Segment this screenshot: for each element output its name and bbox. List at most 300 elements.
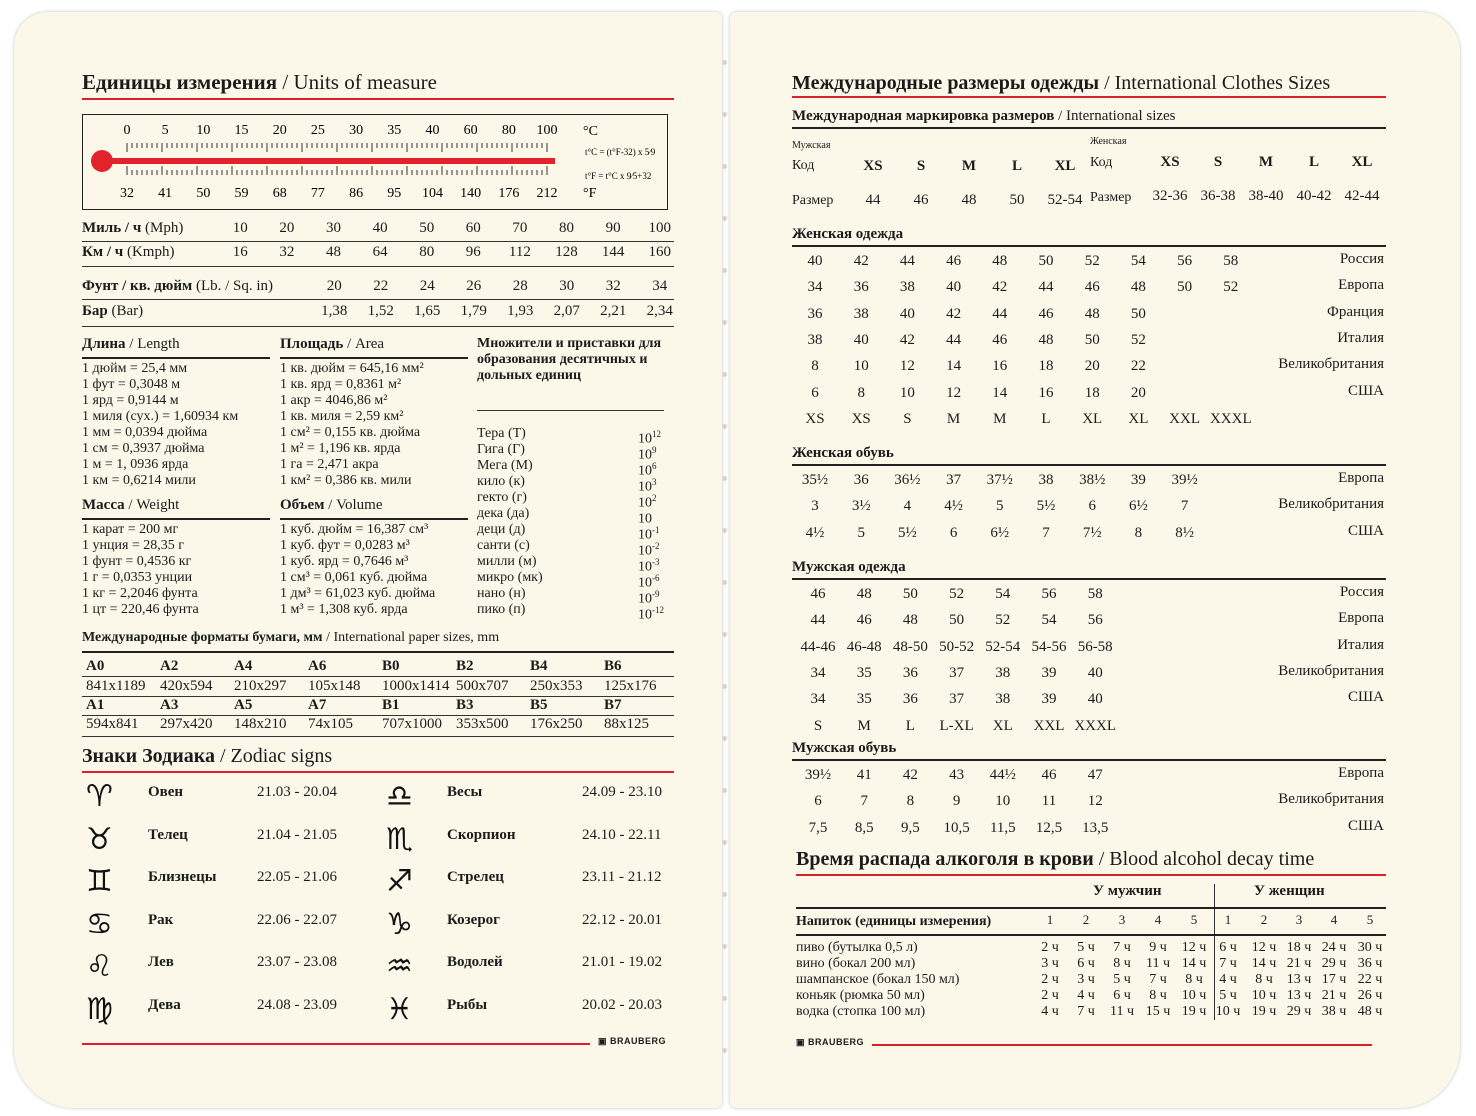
paper-cell: B3 (456, 697, 474, 713)
mph-row-value: 70 (512, 220, 528, 236)
women_clothes-cell: 40 (899, 305, 915, 322)
men_clothes-cell: L (905, 717, 915, 734)
alcohol-rule-mid (796, 934, 1386, 936)
psi-row-label-unit: (Lb. / Sq. in) (195, 278, 274, 294)
prefix-exponent: -12 (652, 605, 664, 615)
fahrenheit-tick-label: 68 (272, 186, 287, 201)
men-time: 3 ч (1077, 972, 1095, 987)
men-col: 1 (1046, 912, 1054, 927)
prefix-exponent: -3 (652, 557, 660, 567)
women-code: XL (1351, 154, 1373, 170)
women_clothes-cell: 40 (946, 279, 962, 296)
men_clothes-cell: 54 (1041, 612, 1057, 629)
men-code: L (1011, 158, 1022, 174)
women_shoes-cell: 4½ (805, 524, 825, 541)
zodiac-name: Близнецы (148, 869, 217, 886)
intl-heading (792, 108, 1176, 125)
zodiac-name: Рыбы (447, 997, 488, 1013)
women_clothes-cell: 36 (853, 279, 869, 296)
zodiac-dates: 20.02 - 20.03 (582, 997, 662, 1013)
intl-title: Международная маркировка размеров (792, 108, 1055, 124)
women_shoes-cell: 5½ (898, 524, 917, 541)
men_clothes-country: Европа (1338, 610, 1384, 627)
mph-row-label-ru: Миль / ч (82, 220, 142, 236)
zodiac-dates: 21.01 - 19.02 (582, 954, 662, 971)
psi-row-value: 32 (605, 278, 621, 294)
formula-f: t°F = t°C x 9⁄5+32 (585, 171, 652, 181)
prefix-name: кило (к) (477, 474, 525, 489)
area-item: 1 м² = 1,196 кв. ярда (280, 441, 401, 456)
volume-item: 1 куб. ярд = 0,7646 м³ (280, 554, 409, 569)
length-item: 1 км = 0,6214 мили (82, 473, 196, 488)
thermometer-scale (83, 115, 667, 209)
paper-row-rule (82, 715, 674, 716)
zodiac-dates: 22.05 - 21.06 (257, 869, 337, 886)
length-title: Длина (82, 336, 126, 352)
women-col: 3 (1295, 912, 1303, 927)
women_clothes-cell: M (993, 410, 1007, 427)
fahrenheit-tick-label: 59 (234, 186, 249, 201)
men_shoes-cell: 12 (1087, 793, 1103, 810)
men-time: 7 ч (1113, 940, 1131, 955)
prefix-name: санти (с) (477, 538, 530, 553)
zodiac-name: Лев (148, 954, 174, 971)
women-time: 10 ч (1251, 988, 1277, 1003)
prefix-base: 10 (638, 527, 652, 543)
prefix-exponent: 6 (652, 461, 657, 471)
celsius-tick-label: 25 (310, 123, 325, 138)
area-heading (280, 336, 384, 353)
men_clothes-cell: 39 (1041, 664, 1057, 681)
men_clothes-cell: M (857, 717, 871, 734)
women-time: 17 ч (1321, 972, 1347, 987)
kmh-row-value: 32 (279, 244, 295, 260)
bar-row-label (82, 303, 143, 320)
zodiac-11-icon: ♒ (386, 949, 413, 985)
fahrenheit-tick-label: 32 (120, 186, 134, 201)
paper-cell: 420x594 (160, 678, 213, 694)
women_clothes-cell: 42 (853, 253, 869, 269)
men_clothes-cell: 48 (856, 586, 872, 602)
men_clothes-cell: 46 (810, 586, 826, 602)
zodiac-name: Овен (148, 784, 184, 800)
mass-title: Масса (82, 497, 125, 513)
men_shoes-country: Европа (1338, 765, 1384, 781)
men-size: 52-54 (1047, 192, 1083, 208)
women_shoes-cell: 8 (1134, 524, 1143, 541)
zodiac-name: Дева (148, 997, 181, 1013)
men_shoes-title: Мужская обувь (792, 740, 897, 756)
men-time: 12 ч (1181, 940, 1207, 955)
spine-hole (722, 788, 727, 793)
men_clothes-country: США (1348, 689, 1384, 706)
women_clothes-cell: 14 (992, 384, 1008, 401)
women_clothes-cell: 40 (807, 253, 823, 269)
men_shoes-cell: 11 (1041, 793, 1057, 810)
zodiac-name: Скорпион (447, 826, 516, 843)
men_shoes-cell: 41 (856, 767, 872, 783)
women_shoes-cell: 7 (1180, 498, 1189, 515)
women_shoes-cell: 8½ (1175, 524, 1194, 541)
bar-row-value: 1,93 (507, 303, 534, 319)
fahrenheit-unit: °F (583, 186, 597, 201)
women_clothes-cell: 46 (1038, 305, 1054, 322)
men_shoes-rule (792, 759, 1386, 761)
women_clothes-cell: 58 (1223, 253, 1239, 269)
men_clothes-cell: 54-56 (1031, 638, 1067, 655)
paper-cell: 250x353 (530, 678, 583, 694)
bar-row-value: 1,65 (414, 303, 441, 319)
paper-cell: 74x105 (308, 716, 353, 732)
length-item: 1 м = 1, 0936 ярда (82, 457, 189, 472)
women_clothes-cell: XS (805, 410, 825, 427)
men-time: 4 ч (1077, 988, 1095, 1003)
men-col: 4 (1154, 912, 1162, 927)
men_clothes-cell: 48-50 (892, 638, 928, 655)
men-label: Мужская (792, 140, 831, 151)
women_shoes-country: Великобритания (1278, 496, 1384, 513)
men-col: 5 (1190, 912, 1198, 927)
zodiac-3-icon: ♊ (86, 864, 113, 900)
length-item: 1 миля (сух.) = 1,60934 км (82, 409, 239, 424)
men-time: 9 ч (1149, 940, 1167, 955)
kmh-row-value: 160 (648, 244, 671, 260)
area-item: 1 км² = 0,386 кв. мили (280, 473, 412, 488)
zodiac-1-icon: ♈ (86, 779, 113, 814)
prefix-base: 10 (638, 575, 652, 591)
length-item: 1 см = 0,3937 дюйма (82, 441, 205, 456)
paper-cell: B6 (604, 658, 622, 674)
women_clothes-cell: XL (1082, 410, 1103, 427)
paper-cell: 176x250 (530, 716, 583, 732)
prefix-base: 10 (638, 559, 652, 575)
paper-cell: 707x1000 (382, 716, 442, 732)
spine-hole (722, 424, 727, 429)
women-code: XS (1160, 154, 1180, 170)
zodiac-8-icon: ♏ (386, 821, 413, 857)
spine-hole (722, 632, 727, 637)
women-size: 38-40 (1248, 188, 1284, 204)
mph-row-value: 30 (325, 220, 341, 236)
women-time: 10 ч (1215, 1004, 1241, 1019)
spine-hole (722, 736, 727, 741)
women_shoes-cell: 35½ (801, 472, 829, 488)
paper-cell: 841x1189 (86, 678, 146, 694)
women_clothes-cell: 48 (1038, 331, 1054, 348)
women-header: У женщин (1254, 883, 1325, 899)
men_shoes-cell: 7,5 (808, 819, 828, 836)
pressure-divider (82, 299, 674, 300)
mass-item: 1 кг = 2,2046 фунта (82, 586, 198, 601)
men_clothes-cell: 40 (1087, 691, 1103, 708)
paper-cell: 297x420 (160, 716, 213, 732)
zodiac-dates: 21.04 - 21.05 (257, 826, 337, 843)
volume-item: 1 дм³ = 61,023 куб. дюйма (280, 586, 436, 601)
mph-row-value: 20 (279, 220, 295, 236)
men_shoes-cell: 39½ (804, 767, 832, 783)
women_clothes-cell: 12 (946, 384, 962, 401)
spine-hole (722, 528, 727, 533)
paper-cell: A2 (160, 658, 179, 674)
fahrenheit-tick-label: 50 (196, 186, 211, 201)
paper-cell: B0 (382, 658, 400, 674)
zodiac-name: Козерог (447, 911, 500, 928)
prefix-exponent: -9 (652, 589, 660, 599)
length-item: 1 дюйм = 25,4 мм (82, 361, 188, 376)
women_clothes-country: Франция (1327, 303, 1384, 320)
men-code: S (916, 158, 926, 174)
bar-row-value: 2,07 (553, 303, 580, 319)
women-col: 1 (1224, 912, 1232, 927)
volume-item: 1 куб. фут = 0,0283 м³ (280, 538, 410, 553)
paper-cell: 500x707 (456, 678, 509, 694)
mass-title-en: / Weight (128, 497, 180, 513)
zodiac-dates: 22.06 - 22.07 (257, 911, 337, 928)
kmh-row-value: 80 (419, 244, 435, 260)
zodiac-dates: 23.11 - 21.12 (582, 869, 662, 886)
men-time: 19 ч (1181, 1004, 1207, 1019)
women-time: 22 ч (1357, 972, 1383, 987)
spine-hole (722, 892, 727, 897)
paper-rule (82, 651, 674, 653)
men_clothes-cell: 54 (995, 586, 1011, 602)
alcohol-rule-top (796, 907, 1386, 909)
men_clothes-cell: 56-58 (1077, 638, 1113, 655)
men_shoes-cell: 8 (906, 793, 915, 810)
prefix-base: 10 (638, 495, 652, 511)
women_clothes-cell: 50 (1038, 253, 1054, 269)
men_clothes-cell: XXXL (1074, 717, 1117, 734)
women_clothes-cell: 34 (807, 279, 823, 296)
mass-rule (82, 518, 270, 520)
men_shoes-cell: 13,5 (1082, 819, 1109, 836)
kmh-row-value: 16 (232, 244, 248, 260)
length-title-en: / Length (129, 336, 180, 352)
volume-item: 1 см³ = 0,061 куб. дюйма (280, 570, 428, 585)
footer-rule (82, 1043, 590, 1045)
units-title: Единицы измерения / Units of measure (82, 70, 437, 94)
women_clothes-country: Италия (1337, 329, 1384, 346)
psi-row-value: 30 (559, 278, 575, 294)
women_clothes-cell: XXXL (1209, 410, 1252, 427)
men_clothes-cell: XXL (1033, 717, 1065, 734)
men_shoes-cell: 11,5 (989, 819, 1016, 836)
paper-row-rule (82, 736, 674, 737)
women_clothes-cell: 12 (899, 358, 915, 375)
celsius-tick-label: 10 (196, 123, 211, 138)
women-time: 48 ч (1357, 1004, 1383, 1019)
area-item: 1 кв. ярд = 0,8361 м² (280, 377, 402, 392)
men-time: 5 ч (1077, 940, 1095, 955)
women_shoes-title: Женская обувь (792, 445, 894, 461)
paper-cell: B1 (382, 697, 400, 713)
length-item: 1 фут = 0,3048 м (82, 377, 181, 392)
mph-row-label-unit: (Mph) (145, 220, 184, 236)
women_clothes-cell: 16 (1038, 384, 1054, 401)
kmh-row-value: 96 (465, 244, 481, 260)
paper-cell: 1000x1414 (382, 678, 450, 694)
psi-row-label-ru: Фунт / кв. дюйм (82, 278, 193, 294)
women_clothes-cell: 48 (1084, 305, 1100, 322)
fahrenheit-tick-label: 41 (158, 186, 173, 201)
women_clothes-cell: 40 (853, 331, 869, 348)
women-time: 30 ч (1357, 940, 1383, 955)
men-time: 4 ч (1041, 1004, 1059, 1019)
women_clothes-cell: 20 (1130, 384, 1146, 401)
women_shoes-cell: 3 (811, 498, 819, 515)
women_clothes-cell: 18 (1038, 358, 1054, 375)
paper-cell: 594x841 (86, 716, 139, 732)
spine-hole (722, 1048, 727, 1053)
prefix-name: Тера (Т) (477, 426, 526, 441)
women_clothes-country: Европа (1338, 277, 1384, 294)
men_clothes-cell: 38 (995, 664, 1011, 681)
men-time: 8 ч (1185, 972, 1203, 987)
mph-row-value: 60 (465, 220, 481, 236)
paper-cell: A6 (308, 658, 327, 674)
men_clothes-cell: 52 (949, 586, 965, 602)
men-time: 11 ч (1145, 956, 1171, 971)
celsius-tick-label: 35 (387, 123, 402, 138)
men_clothes-country: Великобритания (1278, 662, 1384, 679)
fahrenheit-tick-label: 77 (310, 186, 325, 201)
celsius-unit: °C (583, 124, 598, 139)
men_shoes-cell: 47 (1087, 767, 1103, 783)
fahrenheit-tick-label: 140 (460, 186, 482, 201)
men-code: XL (1054, 158, 1076, 174)
spine-hole (722, 112, 727, 117)
drink-header: Напиток (единицы измерения) (796, 914, 992, 929)
women_clothes-cell: 10 (899, 384, 915, 401)
prefix-exponent: 12 (652, 429, 661, 439)
paper-cell: B7 (604, 697, 622, 713)
men-time: 6 ч (1077, 956, 1095, 971)
fahrenheit-tick-label: 104 (421, 186, 443, 201)
women_clothes-cell: 54 (1130, 253, 1146, 269)
length-item: 1 ярд = 0,9144 м (82, 393, 179, 408)
area-item: 1 акр = 4046,86 м² (280, 393, 388, 408)
men_clothes-cell: 46-48 (846, 638, 882, 655)
kmh-row-label (82, 244, 174, 261)
length-item: 1 мм = 0,0394 дюйма (82, 425, 208, 440)
women-time: 21 ч (1321, 988, 1347, 1003)
bar-row-value: 1,52 (367, 303, 394, 319)
men_clothes-cell: 46 (856, 612, 872, 629)
zodiac-dates: 24.09 - 23.10 (582, 784, 662, 800)
men-code-label: Код (792, 158, 815, 173)
women-time: 24 ч (1321, 940, 1347, 955)
women_clothes-cell: 52 (1084, 253, 1100, 269)
psi-row-value: 26 (466, 278, 482, 294)
paper-cell: 210x297 (234, 678, 287, 694)
women_clothes-cell: 56 (1177, 253, 1193, 269)
zodiac-5-icon: ♌ (86, 949, 113, 985)
mass-heading (82, 497, 179, 514)
women_clothes-cell: XS (851, 410, 871, 427)
prefix-name: дека (да) (477, 506, 530, 521)
men-size: 44 (865, 192, 881, 208)
prefix-name: Мега (М) (477, 458, 533, 473)
women_shoes-rule (792, 464, 1386, 466)
bar-row-value: 1,38 (321, 303, 348, 319)
speed-divider (82, 241, 674, 242)
spine-hole (722, 580, 727, 585)
men_clothes-cell: 34 (810, 664, 826, 681)
women_clothes-cell: 6 (811, 384, 819, 401)
women-code-label: Код (1090, 155, 1113, 170)
women_clothes-cell: 14 (946, 358, 962, 375)
mph-row-value: 50 (419, 220, 435, 236)
thermo-red-bar (101, 158, 555, 164)
women_clothes-cell: S (903, 410, 912, 427)
speed-bottom-rule (82, 266, 674, 267)
women_shoes-cell: 6½ (990, 524, 1010, 541)
volume-item: 1 куб. дюйм = 16,387 см³ (280, 522, 429, 537)
men_clothes-cell: 36 (902, 691, 918, 708)
celsius-tick-label: 30 (349, 123, 364, 138)
spine-hole (722, 216, 727, 221)
paper-cell: B2 (456, 658, 474, 674)
women_shoes-cell: 5 (996, 498, 1004, 515)
men-code: XS (863, 158, 883, 174)
prefix-name: микро (мк) (477, 570, 543, 585)
men-size: 48 (961, 192, 977, 208)
women_clothes-cell: 10 (853, 358, 869, 375)
men-time: 14 ч (1181, 956, 1207, 971)
thermo-bulb (91, 150, 113, 172)
women_clothes-cell: 38 (899, 279, 915, 296)
paper-cell: 105x148 (308, 678, 361, 694)
men_clothes-cell: 34 (810, 691, 826, 708)
drink-name: вино (бокал 200 мл) (796, 956, 916, 971)
footer-rule-right (872, 1044, 1372, 1046)
volume-item: 1 м³ = 1,308 куб. ярда (280, 602, 408, 617)
celsius-tick-label: 15 (234, 123, 249, 138)
men-time: 5 ч (1113, 972, 1131, 987)
area-rule (280, 357, 468, 359)
zodiac-title: Знаки Зодиака / Zodiac signs (82, 745, 333, 767)
bar-row-value: 2,34 (646, 303, 673, 319)
mph-row-value: 100 (648, 220, 671, 236)
women-size: 42-44 (1344, 188, 1380, 204)
spine-hole (722, 944, 727, 949)
celsius-tick-label: 80 (501, 123, 516, 138)
women-size-label: Размер (1090, 190, 1132, 205)
paper-cell: 148x210 (234, 716, 287, 732)
prefix-name: нано (н) (477, 586, 526, 601)
men-time: 2 ч (1041, 972, 1059, 987)
women-label: Женская (1090, 136, 1127, 147)
women_clothes-cell: 36 (807, 305, 823, 322)
women-size: 40-42 (1296, 188, 1332, 204)
women-time: 36 ч (1357, 956, 1383, 971)
drink-name: коньяк (рюмка 50 мл) (796, 988, 925, 1003)
volume-title: Объем (280, 497, 325, 513)
prefix-exponent: 3 (652, 477, 657, 487)
women-time: 21 ч (1286, 956, 1312, 971)
intl-title-en: / International sizes (1058, 108, 1176, 124)
kmh-row-value: 112 (508, 244, 531, 260)
prefix-base: 10 (638, 479, 652, 495)
men_shoes-cell: 44½ (989, 767, 1016, 783)
spine-hole (722, 320, 727, 325)
men_shoes-cell: 10,5 (943, 819, 970, 836)
zodiac-10-icon: ♑ (386, 906, 413, 942)
pressure-bottom-rule (82, 326, 674, 327)
men_clothes-cell: 50 (949, 612, 965, 629)
zodiac-name: Телец (148, 826, 188, 843)
zodiac-2-icon: ♉ (86, 821, 113, 857)
